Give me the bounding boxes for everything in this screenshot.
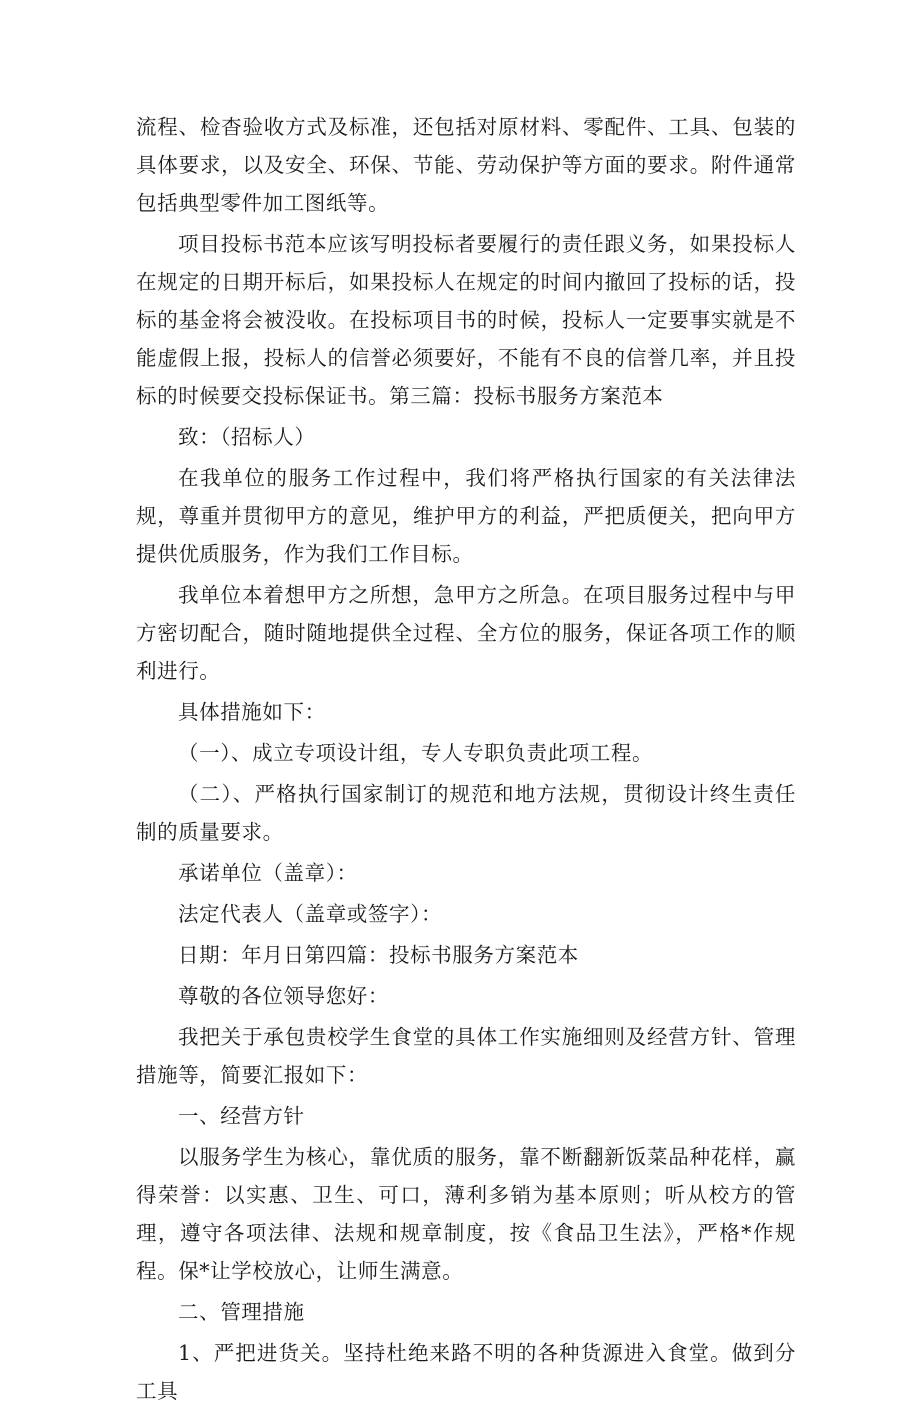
- document-body: [136, 108, 796, 1413]
- paragraph-13: 我把关于承包贵校学生食堂的具体工作实施细则及经营方针、管理措施等，简要汇报如下：: [136, 1025, 796, 1087]
- paragraph-15: 以服务学生为核心，靠优质的服务，靠不断翻新饭菜品种花样，赢得荣誉：以实惠、卫生、可口，薄利多销为基本原则；听从校方的管理，遵守各项法律、法规和规章制度，按《食品卫生法》，严格*作规程。保*让学校放心，让师生满意。: [136, 1145, 796, 1283]
- paragraph-7: （一）、成立专项设计组，专人专职负责此项工程。: [178, 741, 654, 765]
- paragraph-8: （二）、严格执行国家制订的规范和地方法规，贯彻设计终生责任制的质量要求。: [136, 782, 796, 844]
- paragraph-6: 具体措施如下：: [178, 700, 326, 724]
- paragraph-17: 1、严把进货关。坚持杜绝来路不明的各种货源进入食堂。做到分工具: [136, 1341, 796, 1403]
- paragraph-11: 日期：年月日第四篇：投标书服务方案范本: [178, 943, 579, 967]
- paragraph-5: 我单位本着想甲方之所想，急甲方之所急。在项目服务过程中与甲方密切配合，随时随地提供全过程、全方位的服务，保证各项工作的顺利进行。: [136, 583, 796, 683]
- paragraph-16: 二、管理措施: [178, 1300, 305, 1324]
- paragraph-12: 尊敬的各位领导您好：: [178, 984, 389, 1008]
- paragraph-10: 法定代表人（盖章或签字）：: [178, 902, 443, 926]
- paragraph-14: 一、经营方针: [178, 1104, 305, 1128]
- paragraph-3: 致：（招标人）: [178, 425, 316, 449]
- paragraph-9: 承诺单位（盖章）：: [178, 861, 358, 885]
- paragraph-1: 流程、检杳验收方式及标准，还包括对原材料、零配件、工具、包装的具体要求，以及安全、环保、节能、劳动保护等方面的要求。附件通常包括典型零件加工图纸等。: [136, 115, 796, 215]
- paragraph-2: 项目投标书范本应该写明投标者要履行的责任跟义务，如果投标人在规定的日期开标后，如果投标人在规定的时间内撤回了投标的话，投标的基金将会被没收。在投标项目书的时候，投标人一定要事实就是不能虚假上报，投标人的信誉必须要好，不能有不良的信誉几率，并且投标的时候要交投标保证书。第三篇：投标书服务方案范本: [136, 232, 796, 408]
- paragraph-4: 在我单位的服务工作过程中，我们将严格执行国家的有关法律法规，尊重并贯彻甲方的意见，维护甲方的利益，严把质便关，把向甲方提供优质服务，作为我们工作目标。: [136, 466, 796, 566]
